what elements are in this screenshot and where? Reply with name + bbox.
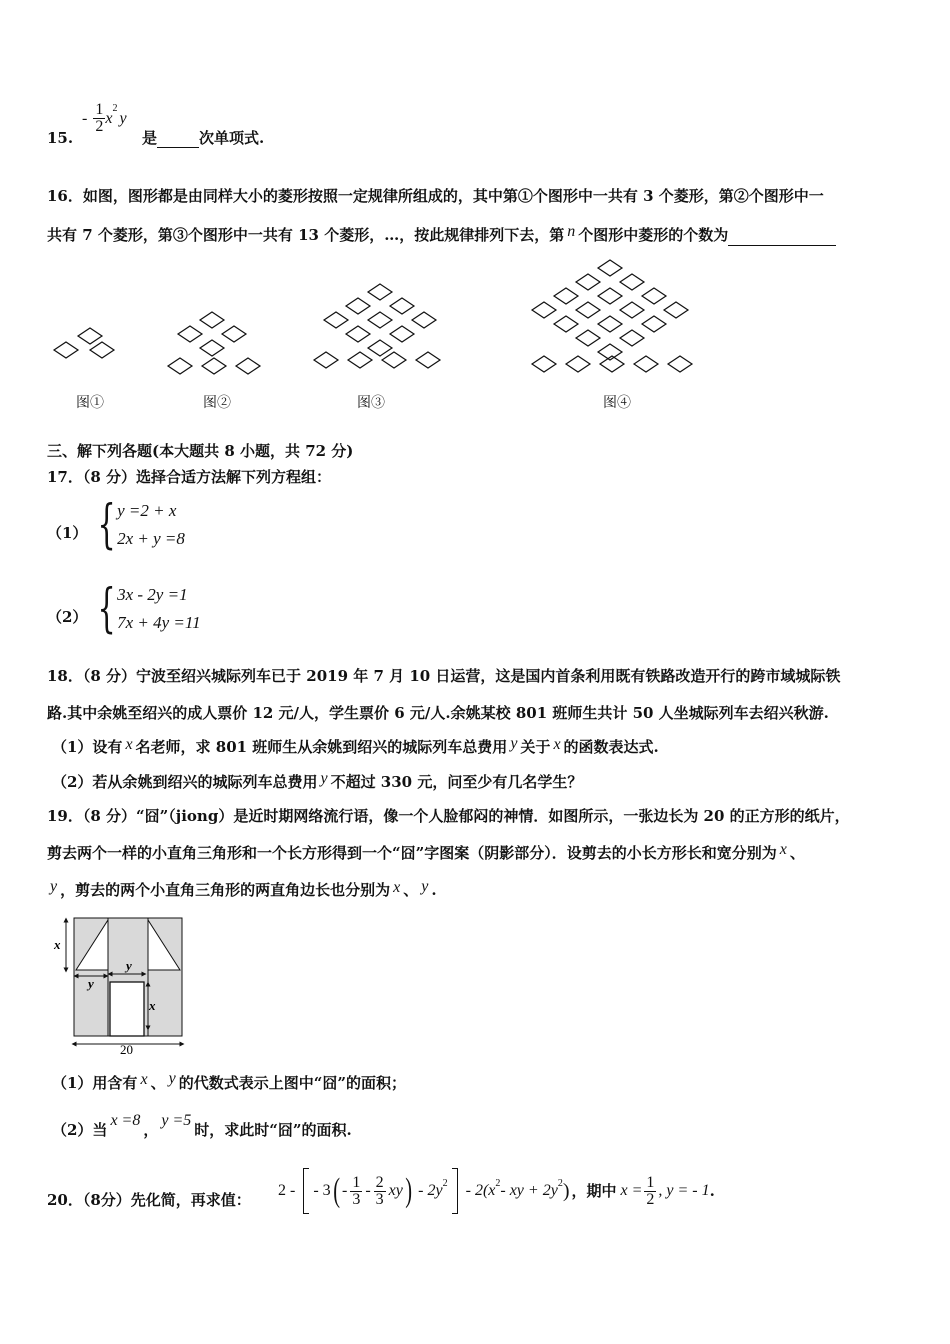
q19-line3-c: .	[431, 881, 437, 899]
q16-var-n: n	[567, 223, 576, 240]
q15-frac-num: 1	[95, 101, 104, 118]
q15-var-y: y	[119, 109, 127, 127]
fig3-rhombi	[314, 284, 440, 368]
q19-jiong-figure	[48, 912, 198, 1054]
q16-line2-b: 个图形中菱形的个数为	[578, 226, 729, 244]
q20-e-tail-sq2: 2	[557, 1177, 563, 1189]
q20-e-xy: xy	[388, 1182, 403, 1199]
q19-p1-c: 的代数式表示上图中“囧”的面积；	[178, 1074, 406, 1092]
rhombus	[554, 288, 578, 304]
q16-fig-label-3: 图③	[357, 395, 385, 411]
rhombus	[200, 340, 224, 356]
q15-fraction	[93, 102, 105, 135]
q15-text-end: 次单项式.	[199, 129, 265, 147]
q20-e-m2y2: - 2y	[418, 1182, 443, 1199]
rhombus	[532, 302, 556, 318]
q20-e-m2: -	[365, 1182, 371, 1199]
q20-e-yeq: , y = - 1	[658, 1182, 710, 1199]
q20-e-close: )	[562, 1179, 570, 1202]
q19-line3-b: 、	[403, 881, 419, 899]
q16-line1: 16．如图，图形都是由同样大小的菱形按照一定规律所组成的，其中第①个图形中一共有 3 个菱形，第②个图形中一	[47, 187, 824, 205]
rhombus	[532, 356, 556, 372]
q20-frac2	[374, 1175, 386, 1208]
rhombus	[566, 356, 590, 372]
q17-part2-label: （2）	[47, 608, 88, 626]
q15-minus: -	[82, 109, 88, 127]
rhombus	[642, 316, 666, 332]
q20-frac2-num: 2	[375, 1173, 384, 1191]
rhombus	[324, 312, 348, 328]
q20-frac1-num: 1	[352, 1173, 361, 1191]
q15-exp: 2	[112, 103, 118, 114]
q20-e-where: ，期中	[571, 1182, 617, 1200]
rhombus	[200, 312, 224, 328]
q20-e-2: 2 -	[278, 1182, 296, 1199]
rhombus	[598, 260, 622, 276]
q20-e-tail-sq: 2	[495, 1177, 501, 1189]
q19-line1: 19．（8 分）“囧”（jiong）是近时期网络流行语，像一个人脸郁闷的神情．如图所示，一张边长为 20 的正方形的纸片，	[47, 807, 850, 825]
rhombus	[202, 358, 226, 374]
q15-text-after: 是	[142, 129, 158, 147]
fig-label-x-left: x	[54, 937, 61, 952]
q15-frac-den: 2	[95, 118, 104, 135]
q19-line3-x: x	[393, 879, 401, 896]
rhombus	[576, 330, 600, 346]
rhombus	[664, 302, 688, 318]
section3-heading: 三、解下列各题(本大题共 8 小题，共 72 分)	[47, 442, 354, 460]
fig-label-y-bottom-left: y	[88, 976, 94, 991]
q19-line2-a: 剪去两个一样的小直角三角形和一个长方形得到一个“囧”字图案（阴影部分）．设剪去的小长方形长和宽分别为	[47, 844, 777, 862]
cut-rectangle	[110, 982, 144, 1036]
rhombus	[620, 274, 644, 290]
rhombus	[90, 342, 114, 358]
q20-e-dot: .	[709, 1182, 715, 1200]
q20-expression	[278, 1166, 715, 1216]
rhombus	[642, 288, 666, 304]
rhombus	[348, 352, 372, 368]
q19-line3	[47, 880, 437, 901]
rhombus	[668, 356, 692, 372]
q20-e-tail: - 2(x	[465, 1182, 496, 1199]
q18-p1-b: 名老师，求 801 班师生从余姚到绍兴的城际列车总费用	[135, 738, 508, 756]
rhombus	[554, 316, 578, 332]
q15-text	[142, 128, 264, 148]
q20-e-sq: 2	[442, 1177, 448, 1189]
rhombus	[78, 328, 102, 344]
fig-label-y-top-rect: y	[126, 958, 132, 973]
q16-line2	[47, 225, 836, 246]
q19-p2-b: 时，求此时“囧”的面积.	[194, 1121, 352, 1139]
q19-p1-x: x	[140, 1071, 148, 1088]
q19-part1	[52, 1070, 406, 1094]
q18-p1-d: 的函数表达式.	[563, 738, 659, 756]
rhombus	[576, 274, 600, 290]
fig-label-20: 20	[120, 1042, 133, 1054]
q17-part2-eq2: 7x + 4y =11	[117, 613, 201, 632]
rhombus	[178, 326, 202, 342]
fig1-rhombi	[54, 328, 114, 358]
fig2-rhombi	[168, 312, 260, 374]
left-paren-icon: (	[332, 1172, 340, 1209]
rhombus	[54, 342, 78, 358]
rhombus	[416, 352, 440, 368]
fig4-rhombi	[532, 260, 692, 372]
q18-p1-y: y	[510, 735, 518, 752]
q15-var-x: x	[105, 109, 113, 127]
rhombus	[314, 352, 338, 368]
right-paren-icon: )	[405, 1172, 412, 1209]
q18-line2: 路.其中余姚至绍兴的成人票价 12 元/人，学生票价 6 元/人.余姚某校 801 班师生共计 50 人坐城际列车去绍兴秋游.	[47, 704, 829, 722]
left-brace-icon: {	[97, 579, 116, 639]
rhombus	[382, 352, 406, 368]
q19-p1-b: 、	[150, 1074, 166, 1092]
q16-fig-label-2: 图②	[203, 395, 231, 411]
q16-line2-a: 共有 7 个菱形，第③个图形中一共有 13 个菱形，…，按此规律排列下去，第	[47, 226, 565, 244]
q16-fig-label-4: 图④	[603, 395, 631, 411]
left-bracket-icon	[303, 1168, 309, 1214]
q19-p2-a: （2）当	[52, 1121, 108, 1139]
q20-intro: 20．（8分）先化简，再求值：	[47, 1191, 251, 1209]
q19-part2	[52, 1112, 352, 1141]
q20-e-m: -	[341, 1182, 348, 1199]
rhombus	[346, 326, 370, 342]
q15-number: 15.	[47, 129, 74, 147]
rhombus	[412, 312, 436, 328]
q19-line2-x: x	[779, 841, 787, 858]
q17-part1-equations	[117, 497, 185, 553]
q20-half-num: 1	[646, 1173, 655, 1191]
q18-p1-a: （1）设有	[52, 738, 123, 756]
rhombus	[368, 340, 392, 356]
q19-p1-a: （1）用含有	[52, 1074, 138, 1092]
rhombus	[346, 298, 370, 314]
q20-half	[644, 1175, 656, 1208]
rhombus	[390, 298, 414, 314]
q20-half-den: 2	[646, 1190, 655, 1208]
q18-part1	[52, 737, 659, 758]
rhombus	[168, 358, 192, 374]
q19-p2-x: x =8	[110, 1112, 141, 1129]
q20-e-xeq: x =	[620, 1182, 643, 1199]
q18-p1-x: x	[125, 736, 133, 753]
q17-part1-system	[90, 497, 185, 553]
q19-line2-b: 、	[789, 844, 805, 862]
q18-p2-b: 不超过 330 元，问至少有几名学生？	[330, 773, 583, 791]
q17-part2-system	[90, 581, 201, 637]
rhombus	[236, 358, 260, 374]
rhombus	[368, 284, 392, 300]
rhombus	[620, 302, 644, 318]
q19-p2-comma: ，	[143, 1121, 159, 1139]
q16-fig-label-1: 图①	[76, 395, 104, 411]
q19-line3-a: ，剪去的两个小直角三角形的两直角边长也分别为	[60, 881, 391, 899]
q17-part2-eq1: 3x - 2y =1	[117, 585, 188, 604]
q16-answer-blank[interactable]	[728, 229, 836, 246]
q18-p2-y: y	[320, 770, 328, 787]
fig-label-x-rect: x	[149, 998, 156, 1013]
rhombus	[598, 288, 622, 304]
q19-line3-y2: y	[421, 878, 429, 895]
q17-intro: 17．（8 分）选择合适方法解下列方程组：	[47, 468, 332, 486]
rhombus	[620, 330, 644, 346]
q18-part2	[52, 772, 582, 793]
q18-p1-x2: x	[553, 736, 561, 753]
q15-expression	[82, 102, 127, 135]
q19-line3-y: y	[50, 878, 58, 895]
rhombus	[576, 302, 600, 318]
q18-line1: 18．（8 分）宁波至绍兴城际列车已于 2019 年 7 月 10 日运营，这是国内首条利用既有铁路改造开行的跨市域城际铁	[47, 667, 841, 685]
rhombus	[634, 356, 658, 372]
q20-frac2-den: 3	[375, 1190, 384, 1208]
q17-part1-eq2: 2x + y =8	[117, 529, 185, 548]
rhombus	[368, 312, 392, 328]
q17-part1-label: （1）	[47, 524, 88, 542]
left-brace-icon: {	[97, 495, 116, 555]
rhombus	[390, 326, 414, 342]
q18-p1-c: 关于	[520, 738, 551, 756]
q17-part2-equations	[117, 581, 201, 637]
q20-frac1	[350, 1175, 362, 1208]
q18-p2-a: （2）若从余姚到绍兴的城际列车总费用	[52, 773, 318, 791]
q20-e-m3: - 3	[313, 1182, 331, 1199]
q17-part1-eq1: y =2 + x	[117, 501, 177, 520]
right-bracket-icon	[452, 1168, 458, 1214]
q20-frac1-den: 3	[352, 1190, 361, 1208]
q15-answer-blank[interactable]	[157, 131, 199, 148]
rhombus	[222, 326, 246, 342]
q19-line2	[47, 843, 805, 864]
q19-p1-y: y	[168, 1070, 176, 1087]
q20-e-tail2: - xy + 2y	[500, 1182, 558, 1199]
q19-p2-y: y =5	[161, 1112, 192, 1129]
rhombus	[598, 316, 622, 332]
